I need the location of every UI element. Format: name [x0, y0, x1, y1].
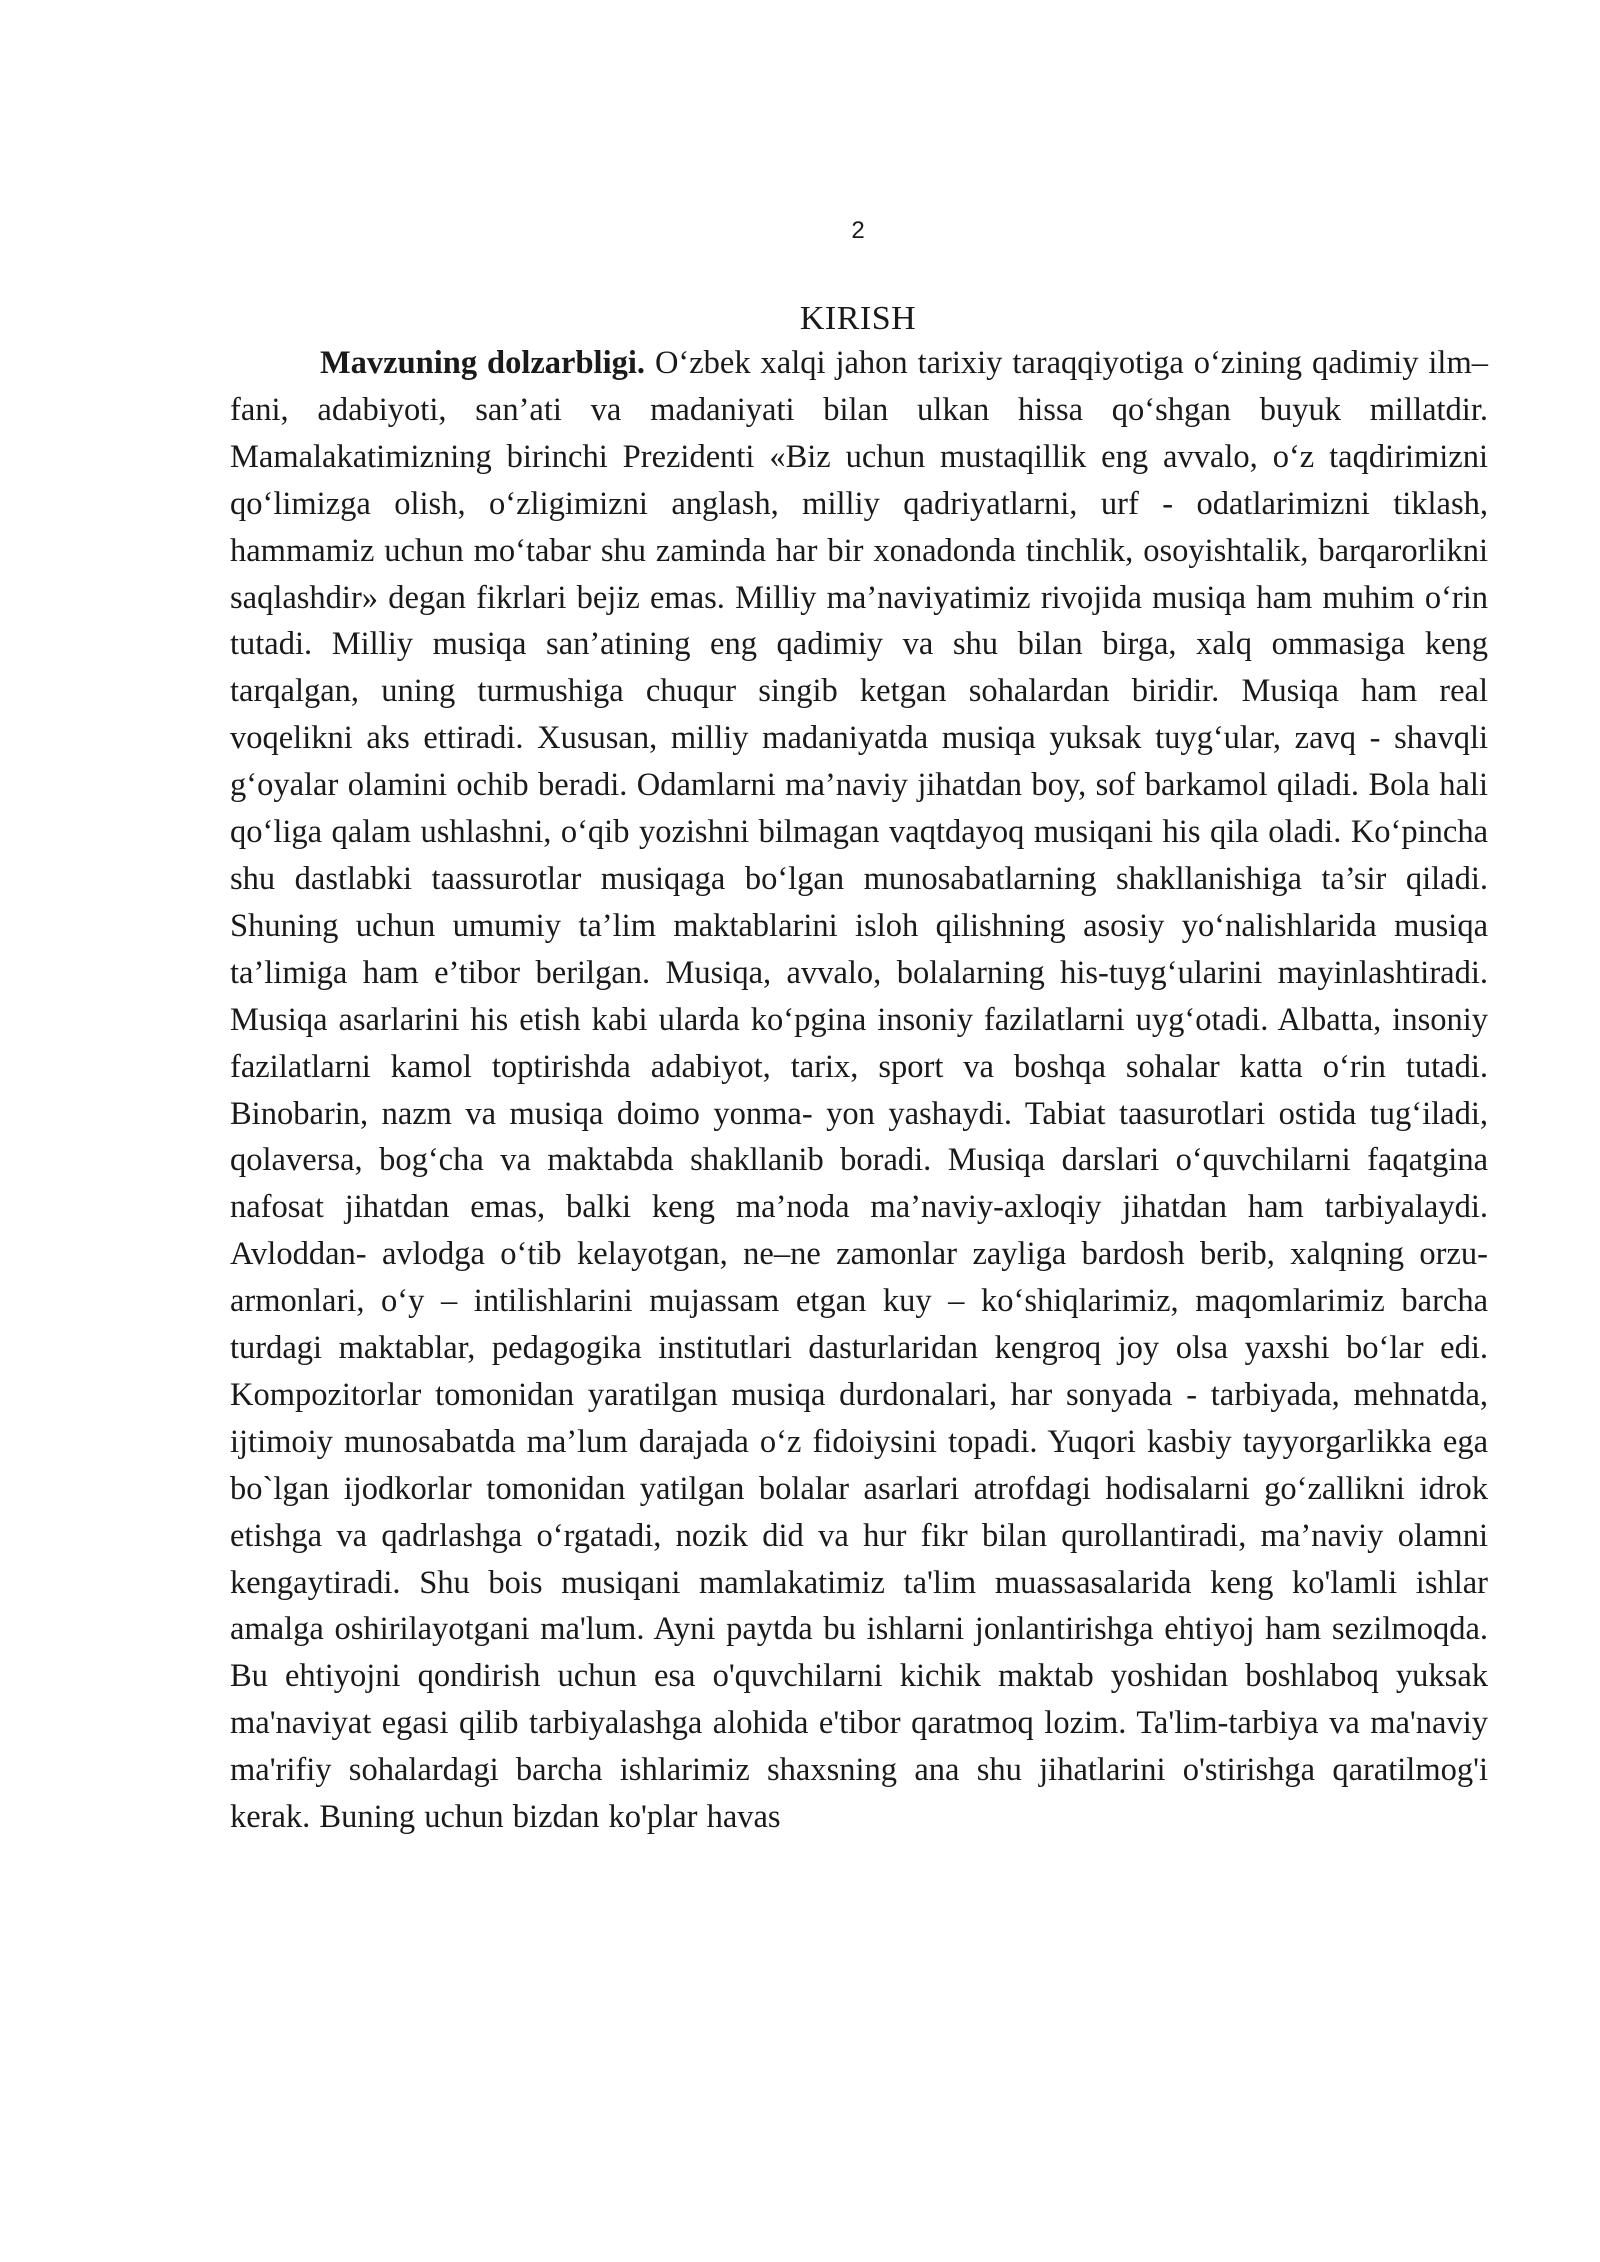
lead-phrase: Mavzuning dolzarbligi.	[320, 345, 646, 381]
body-paragraph	[230, 340, 1488, 1841]
section-heading: KIRISH	[799, 299, 917, 337]
page-number: 2	[851, 217, 865, 244]
paragraph-text: O‘zbek xalqi jahon tarixiy taraqqiyotiga o‘zining qadimiy ilm– fani, adabiyoti, san’ati va madaniyati bilan ulkan hissa qo‘shgan buyuk millatdir. Mamalakatimizning birinchi Prezidenti «Biz uchun mustaqillik eng avvalo, o‘z taqdirimizni qo‘limizga olish, o‘zligimizni anglash, milliy qadriyatlarni, urf - odatlarimizni tiklash, hammamiz uchun mo‘tabar shu zaminda har bir xonadonda tinchlik, osoyishtalik, barqarorlikni saqlashdir» degan fikrlari bejiz emas. Milliy ma’naviyatimiz rivojida musiqa ham muhim o‘rin tutadi. Milliy musiqa san’atining eng qadimiy va shu bilan birga, xalq ommasiga keng tarqalgan, uning turmushiga chuqur singib ketgan sohalardan biridir. Musiqa ham real voqelikni aks ettiradi. Xususan, milliy madaniyatda musiqa yuksak tuyg‘ular, zavq - shavqli g‘oyalar olamini ochib beradi. Odamlarni ma’naviy jihatdan boy, sof barkamol qiladi. Bola hali qo‘liga qalam ushlashni, o‘qib yozishni bilmagan vaqtdayoq musiqani his qila oladi. Ko‘pincha shu dastlabki taassurotlar musiqaga bo‘lgan munosabatlarning shakllanishiga ta’sir qiladi. Shuning uchun umumiy ta’lim maktablarini isloh qilishning asosiy yo‘nalishlarida musiqa ta’limiga ham e’tibor berilgan. Musiqa, avvalo, bolalarning his-tuyg‘ularini mayinlashtiradi. Musiqa asarlarini his etish kabi ularda ko‘pgina insoniy fazilatlarni uyg‘otadi. Albatta, insoniy fazilatlarni kamol toptirishda adabiyot, tarix, sport va boshqa sohalar katta o‘rin tutadi. Binobarin, nazm va musiqa doimo yonma- yon yashaydi. Tabiat taasurotlari ostida tug‘iladi, qolaversa, bog‘cha va maktabda shakllanib boradi. Musiqa darslari o‘quvchilarni faqatgina nafosat jihatdan emas, balki keng ma’noda ma’naviy-axloqiy jihatdan ham tarbiyalaydi. Avloddan- avlodga o‘tib kelayotgan, ne–ne zamonlar zayliga bardosh berib, xalqning orzu- armonlari, o‘y – intilishlarini mujassam etgan kuy – ko‘shiqlarimiz, maqomlarimiz barcha turdagi maktablar, pedagogika institutlari dasturlaridan kengroq joy olsa yaxshi bo‘lar edi. Kompozitorlar tomonidan yaratilgan musiqa durdonalari, har sonyada - tarbiyada, mehnatda, ijtimoiy munosabatda ma’lum darajada o‘z fidoiysini topadi. Yuqori kasbiy tayyorgarlikka ega bo`lgan ijodkorlar tomonidan yatilgan bolalar asarlari atrofdagi hodisalarni go‘zallikni idrok etishga va qadrlashga o‘rgatadi, nozik did va hur fikr bilan qurollantiradi, ma’naviy olamni kengaytiradi. Shu bois musiqani mamlakatimiz ta'lim muassasalarida keng ko'lamli ishlar amalga oshirilayotgani ma'lum. Ayni paytda bu ishlarni jonlantirishga ehtiyoj ham sezilmoqda. Bu ehtiyojni qondirish uchun esa o'quvchilarni kichik maktab yoshidan boshlaboq yuksak ma'naviyat egasi qilib tarbiyalashga alohida e'tibor qaratmoq lozim. Ta'lim-tarbiya va ma'naviy ma'rifiy sohalardagi barcha ishlarimiz shaxsning ana shu jihatlarini o'stirishga qaratilmog'i kerak. Buning uchun bizdan ko'plar havas	[230, 345, 1488, 1836]
